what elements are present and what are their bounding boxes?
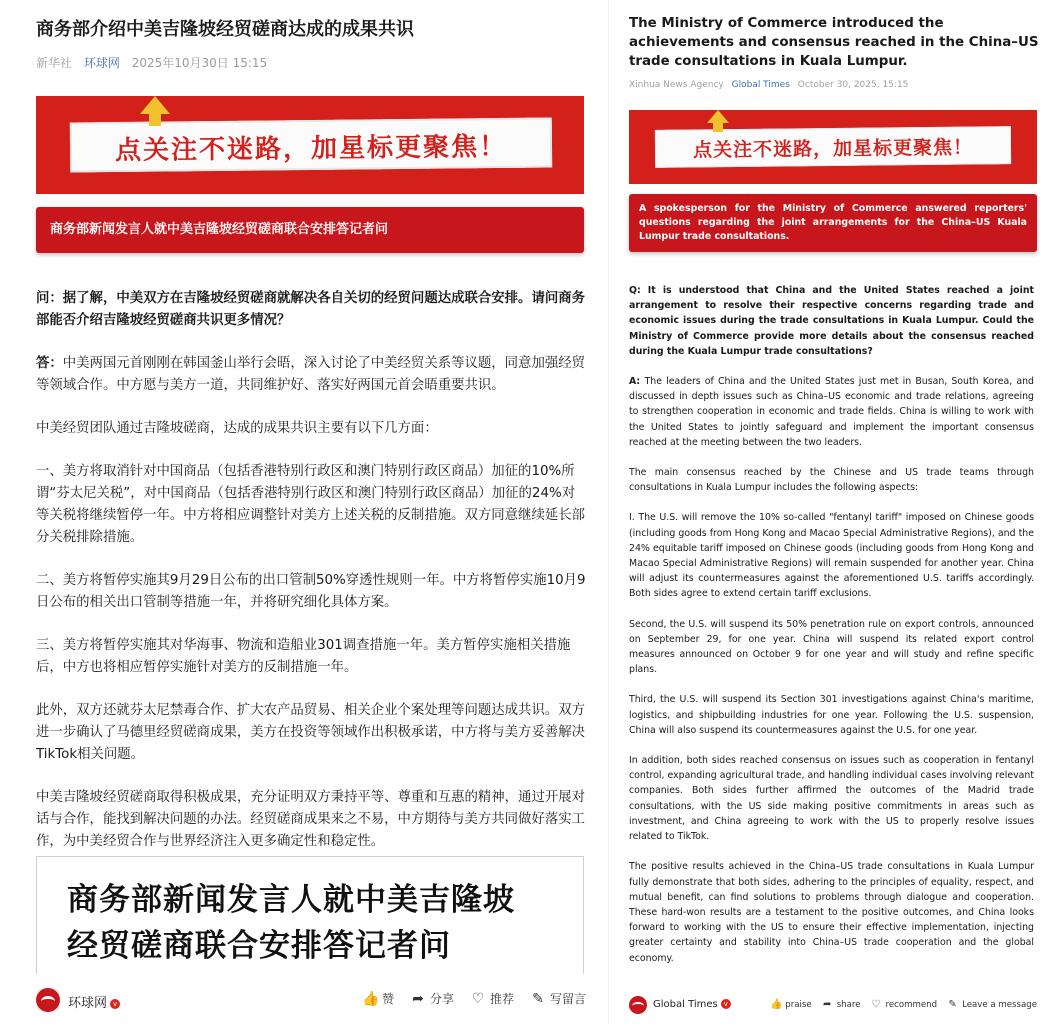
- article-meta: [36, 54, 267, 71]
- article-body: [629, 283, 1034, 981]
- article-meta: [629, 80, 908, 90]
- global-times-logo-icon: [36, 988, 60, 1012]
- body-paragraph: The positive results achieved in the China–US trade consultations in Kuala Lumpur fully demonstrate that both sides, adhering to the principles of equality, respect, and mutual benefit, can find solutions to problems through dialogue and cooperation. These hard-won results are a testament to the positive outcomes, and China looks forward to working with the US to ensure their effective implementation, injecting greater certainty and stability into China–US trade cooperation and the global economy.: [629, 861, 1034, 964]
- recommend-label: recommend: [885, 999, 938, 1010]
- section-header-bar: 商务部新闻发言人就中美吉隆坡经贸磋商联合安排答记者问: [36, 207, 584, 253]
- thumbs-up-icon: 👍: [770, 999, 783, 1010]
- publish-datetime: October 30, 2025, 15:15: [797, 80, 909, 90]
- heart-icon: ♡: [471, 990, 485, 1007]
- banner-paper: [70, 117, 552, 172]
- body-paragraph: 中美吉隆坡经贸磋商取得积极成果，充分证明双方秉持平等、尊重和互惠的精神，通过开展对话与合作，能找到解决问题的办法。经贸磋商成果来之不易，中方期待与美方共同做好落实工作，为中美经贸合作与世界经济注入更多确定性和稳定性。: [36, 790, 586, 849]
- headline-image-line: 商务部新闻发言人就中美吉隆坡: [67, 882, 515, 918]
- thumbs-up-icon: 👍: [361, 990, 380, 1007]
- recommend-button[interactable]: [470, 990, 514, 1007]
- comment-icon: ✎: [948, 999, 957, 1010]
- leave-message-label: Leave a message: [962, 999, 1037, 1010]
- footer-source-label: Global Times: [653, 999, 718, 1010]
- answer-text: 中美两国元首刚刚在韩国釜山举行会晤，深入讨论了中美经贸关系等议题，同意加强经贸等领域合作。中方愿与美方一道，共同维护好、落实好两国元首会晤重要共识。: [36, 356, 586, 393]
- headline-image: [36, 856, 584, 974]
- question-paragraph: 问：据了解，中美双方在吉隆坡经贸磋商就解决各自关切的经贸问题达成联合安排。请问商务部能否介绍吉隆坡经贸磋商共识更多情况？: [36, 291, 586, 328]
- section-header-bar: A spokesperson for the Ministry of Commerce answered reporters' questions regarding the joint arrangements for the China–US Kuala Lumpur trade consultations.: [629, 194, 1037, 252]
- arrow-stem: [149, 112, 161, 126]
- article-footer: [36, 984, 586, 1016]
- article-body: [36, 288, 586, 874]
- comment-button[interactable]: [530, 990, 586, 1007]
- share-label: 分享: [429, 992, 454, 1006]
- headline-image-line: 经贸磋商联合安排答记者问: [67, 928, 451, 964]
- like-label: 赞: [381, 992, 394, 1006]
- source-link[interactable]: 环球网: [83, 56, 120, 70]
- source-link[interactable]: Global Times: [731, 80, 790, 90]
- body-paragraph: 三、美方将暂停实施其对华海事、物流和造船业301调查措施一年。美方暂停实施相关措施后，中方也将相应暂停实施针对美方的反制措施一年。: [36, 638, 571, 675]
- headline-image-text: [67, 877, 515, 969]
- footer-source[interactable]: [653, 999, 731, 1010]
- body-paragraph: Second, the U.S. will suspend its 50% penetration rule on export controls, announced on September 29, for one year. China will suspend its related export control measures announced on October 9 for one year and will study and refine specific plans.: [629, 618, 1034, 676]
- recommend-button[interactable]: [871, 999, 938, 1010]
- praise-label: praise: [785, 999, 812, 1010]
- question-paragraph: Q: It is understood that China and the United States reached a joint arrangement to resolve their respective concerns regarding trade and economic issues during the trade consultations in Kuala Lumpur. Could the Ministry of Commerce provide more details about the consensus reached during the Kuala Lumpur trade consultations?: [629, 285, 1034, 357]
- body-paragraph: 中美经贸团队通过吉隆坡磋商，达成的成果共识主要有以下几方面：: [36, 421, 438, 436]
- banner-paper: [655, 126, 1011, 168]
- body-paragraph: 此外，双方还就芬太尼禁毒合作、扩大农产品贸易、相关企业个案处理等问题达成共识。双方进一步确认了马德里经贸磋商成果，美方在投资等领域作出积极承诺，中方将与美方妥善解决TikTok相关问题。: [36, 703, 586, 762]
- body-paragraph: 一、美方将取消针对中国商品（包括香港特别行政区和澳门特别行政区商品）加征的10%所谓“芬太尼关税”，对中国商品（包括香港特别行政区和澳门特别行政区商品）加征的24%对等关税将继续暂停一年。中方将相应调整针对美方上述关税的反制措施。双方同意继续延长部分关税排除措施。: [36, 464, 586, 545]
- follow-banner: [36, 96, 584, 194]
- body-paragraph: The main consensus reached by the Chinese and US trade teams through consultations in Kuala Lumpur includes the following aspects:: [629, 467, 1034, 494]
- comment-icon: ✎: [532, 990, 544, 1007]
- comment-label: 写留言: [549, 992, 586, 1006]
- article-title: 商务部介绍中美吉隆坡经贸磋商达成的成果共识: [36, 19, 414, 40]
- publish-datetime: 2025年10月30日 15:15: [131, 56, 268, 70]
- recommend-label: 推荐: [489, 992, 514, 1006]
- like-button[interactable]: [362, 990, 394, 1007]
- footer-source-label: 环球网: [68, 996, 108, 1011]
- body-paragraph: 二、美方将暂停实施其9月29日公布的出口管制50%穿透性规则一年。中方将暂停实施10月9日公布的相关出口管制等措施一年，并将研究细化具体方案。: [36, 573, 586, 610]
- footer-actions: [770, 999, 1037, 1010]
- answer-text: The leaders of China and the United States just met in Busan, South Korea, and discussed in depth issues such as China–US economic and trade relations, agreeing to strengthen cooperation in economic and trade fields. China is willing to work with the United States to jointly safeguard and implement the important consensus reached at the meeting between the two leaders.: [629, 376, 1034, 448]
- agency-name: Xinhua News Agency: [629, 80, 724, 90]
- follow-banner: [629, 110, 1037, 184]
- body-paragraph: Third, the U.S. will suspend its Section 301 investigations against China's maritime, logistics, and shipbuilding industries for one year. Following the U.S. suspension, China will also suspend its countermeasures against the U.S. for one year.: [629, 694, 1034, 736]
- footer-actions: [362, 990, 586, 1007]
- body-paragraph: I. The U.S. will remove the 10% so-called "fentanyl tariff" imposed on Chinese goods (including goods from Hong Kong and Macao Special Administrative Regions), and the 24% equitable tariff imposed on Chinese goods (including goods from Hong Kong and Macao Special Administrative Regions) will remain suspended for another year. China will adjust its countermeasures against the aforementioned U.S. tariffs accordingly. Both sides agree to extend certain tariff exclusions.: [629, 512, 1034, 600]
- share-label: share: [836, 999, 861, 1010]
- share-button[interactable]: [410, 990, 454, 1007]
- verified-badge-icon: v: [721, 999, 731, 1009]
- answer-label: A:: [629, 376, 645, 388]
- share-button[interactable]: [822, 999, 861, 1010]
- heart-icon: ♡: [871, 999, 881, 1010]
- agency-name: 新华社: [36, 56, 73, 70]
- body-paragraph: In addition, both sides reached consensus on issues such as cooperation in fentanyl control, expanding agricultural trade, and handling individual cases involving relevant companies. Both sides further affirmed the outcomes of the Madrid trade consultations, with the US side making positive commitments in areas such as investment, and China agreeing to work with the US to properly resolve issues related to TikTok.: [629, 755, 1034, 843]
- banner-slogan: 点关注不迷路，加星标更聚焦！: [114, 131, 508, 167]
- english-article-pane: [608, 0, 1050, 1024]
- arrow-stem: [713, 121, 723, 132]
- share-icon: ➦: [823, 999, 832, 1010]
- answer-label: 答：: [36, 356, 63, 371]
- praise-button[interactable]: [770, 999, 811, 1010]
- banner-slogan: 点关注不迷路，加星标更聚焦！: [692, 136, 974, 162]
- leave-message-button[interactable]: [947, 999, 1037, 1010]
- answer-paragraph: [629, 374, 1034, 450]
- answer-paragraph: [36, 353, 586, 397]
- footer-source[interactable]: [68, 992, 120, 1011]
- article-footer: [629, 994, 1037, 1018]
- article-title: The Ministry of Commerce introduced the achievements and consensus reached in the China–US trade consultations in Kuala Lumpur.: [629, 16, 1039, 69]
- share-icon: ➦: [412, 990, 424, 1007]
- verified-badge-icon: v: [110, 999, 120, 1009]
- global-times-logo-icon: [629, 996, 647, 1014]
